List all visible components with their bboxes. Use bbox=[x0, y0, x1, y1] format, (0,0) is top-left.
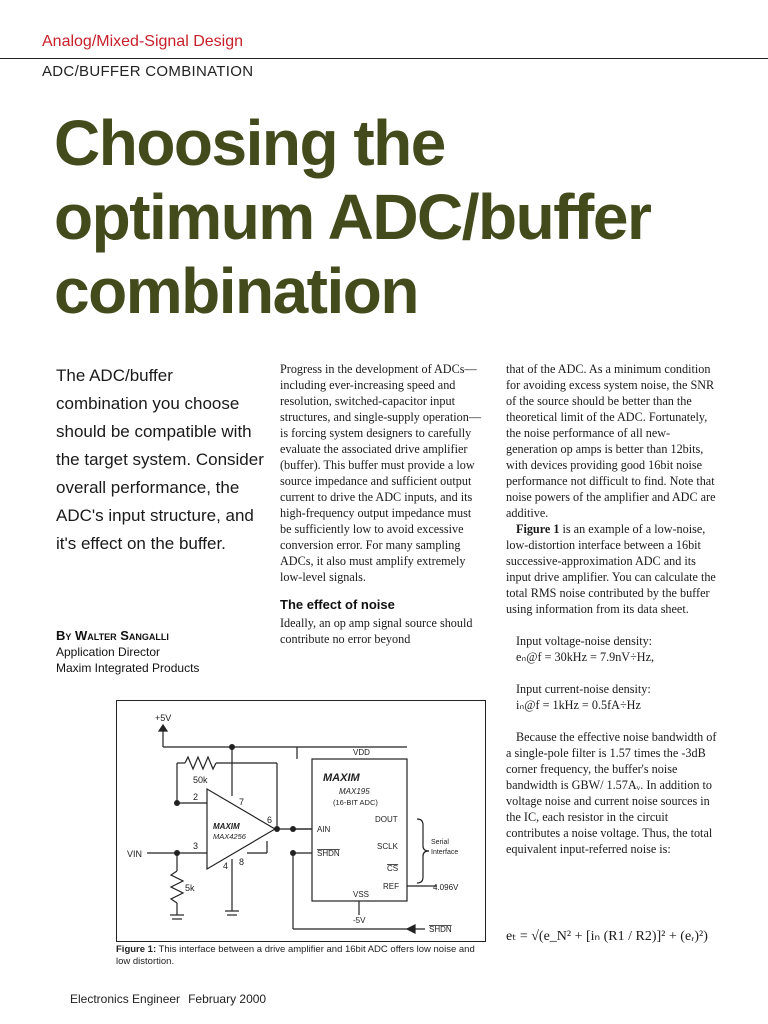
headline-line-1: Choosing the bbox=[54, 107, 445, 179]
voltage-noise-value: eₙ@f = 30kHz = 7.9nV÷Hz, bbox=[516, 650, 655, 664]
vdd-label: VDD bbox=[353, 748, 370, 757]
adc-brand-logo: MAXIM bbox=[323, 772, 360, 784]
body-paragraph: Because the effective noise bandwidth of a single-pole filter is 1.57 times the -3dB corner frequency, the buffer's noise bandwidth is GBW/ 1.57Aᵥ. In addition to voltage noise and current noise sources in the IC, each resistor in the circuit contributes a noise voltage. Thus, the total equivalent input-referred noise is: bbox=[506, 730, 717, 856]
ref-pin-label: REF bbox=[383, 882, 399, 891]
schematic-drawing bbox=[117, 701, 487, 943]
current-noise-label: Input current-noise density: bbox=[516, 682, 651, 696]
publication-date: February 2000 bbox=[188, 992, 267, 1006]
headline-line-2: optimum ADC/buffer bbox=[54, 181, 651, 253]
header-rule bbox=[0, 58, 768, 59]
pin-8-label: 8 bbox=[239, 857, 245, 867]
shdn-input-label: SHDN bbox=[429, 925, 452, 934]
serial-interface-label-1: Serial bbox=[431, 839, 449, 846]
noise-equation: eₜ = √(e_N² + [iₙ (R1 / R2)]² + (eᵣ)²) bbox=[506, 929, 708, 944]
body-column-2 bbox=[280, 361, 482, 647]
supply-label: +5V bbox=[155, 713, 172, 723]
byline-prefix: By bbox=[56, 628, 76, 643]
adc-description: (16-BIT ADC) bbox=[333, 798, 378, 807]
author-name: Walter Sangalli bbox=[75, 628, 169, 643]
voltage-noise-label: Input voltage-noise density: bbox=[516, 634, 653, 648]
current-noise-value: iₙ@f = 1kHz = 0.5fA÷Hz bbox=[516, 698, 641, 712]
pin-3-label: 3 bbox=[193, 841, 199, 851]
body-paragraph: Figure 1 is an example of a low-noise, low-distortion interface between a 16bit successive-approximation ADC and its input drive amplifier. You can calculate the total RMS noise contributed by the buffer using information from its data sheet. bbox=[506, 522, 716, 616]
author-company: Maxim Integrated Products bbox=[56, 661, 200, 675]
publication-name: Electronics Engineer bbox=[70, 992, 181, 1006]
negative-supply-label: -5V bbox=[353, 916, 366, 925]
article-kicker: ADC/BUFFER COMBINATION bbox=[42, 63, 254, 80]
vss-label: VSS bbox=[353, 890, 370, 899]
figure-1-schematic bbox=[116, 700, 486, 942]
feedback-resistor-label: 50k bbox=[193, 775, 208, 785]
adc-part-number: MAX195 bbox=[339, 787, 370, 796]
ain-pin-label: AIN bbox=[317, 825, 331, 834]
body-paragraph: Progress in the development of ADCs—including ever-increasing speed and resolution, switched-capacitor input structures, and single-supply operation—is forcing system designers to carefully evaluate the associated drive amplifier (buffer). This buffer must provide a low source impedance and sufficient output current to drive the ADC inputs, and its high-frequency output impedance must be sufficiently low to avoid excessive conversion error. For many sampling ADCs, it also must amplify extremely low-level signals. bbox=[280, 362, 482, 584]
figure-caption bbox=[116, 944, 486, 968]
pin-6-label: 6 bbox=[267, 815, 273, 825]
cs-pin-label: CS bbox=[387, 864, 399, 873]
headline-line-3: combination bbox=[54, 255, 418, 327]
amp-brand-logo: MAXIM bbox=[213, 822, 240, 831]
dout-pin-label: DOUT bbox=[375, 815, 398, 824]
pin-4-label: 4 bbox=[223, 861, 229, 871]
section-label: Analog/Mixed-Signal Design bbox=[42, 33, 243, 50]
ground-resistor-label: 5k bbox=[185, 883, 195, 893]
author-title: Application Director bbox=[56, 645, 161, 659]
section-subhead: The effect of noise bbox=[280, 597, 395, 612]
body-paragraph: Ideally, an op amp signal source should contribute no error beyond bbox=[280, 616, 473, 646]
pin-7-label: 7 bbox=[239, 797, 245, 807]
amp-part-number: MAX4256 bbox=[213, 832, 246, 841]
shdn-pin-label: SHDN bbox=[317, 849, 340, 858]
body-paragraph: that of the ADC. As a minimum condition for avoiding excess system noise, the SNR of the source should be better than the theoretical limit of the ADC. Fortunately, the noise performance of all new-generation op amps is better than 12bits, with devices providing good 16bit noise performance not difficult to find. Note that noise powers of the amplifier and ADC are additive. bbox=[506, 362, 716, 520]
vin-label: VIN bbox=[127, 849, 143, 859]
byline bbox=[56, 628, 266, 676]
serial-interface-label-2: Interface bbox=[431, 849, 459, 856]
sclk-pin-label: SCLK bbox=[377, 842, 398, 851]
caption-label: Figure 1: bbox=[116, 944, 157, 955]
page-footer bbox=[70, 992, 266, 1006]
pin-2-label: 2 bbox=[193, 792, 199, 802]
ref-voltage-label: 4.096V bbox=[433, 883, 459, 892]
caption-text: This interface between a drive amplifier and 16bit ADC offers low noise and low distortion. bbox=[116, 944, 475, 967]
article-headline bbox=[54, 106, 754, 328]
figure-reference: Figure 1 bbox=[516, 522, 560, 536]
body-column-3 bbox=[506, 361, 720, 857]
article-deck: The ADC/buffer combination you choose should be compatible with the target system. Consider overall performance, the ADC's input structure, and it's effect on the buffer. bbox=[56, 366, 264, 553]
